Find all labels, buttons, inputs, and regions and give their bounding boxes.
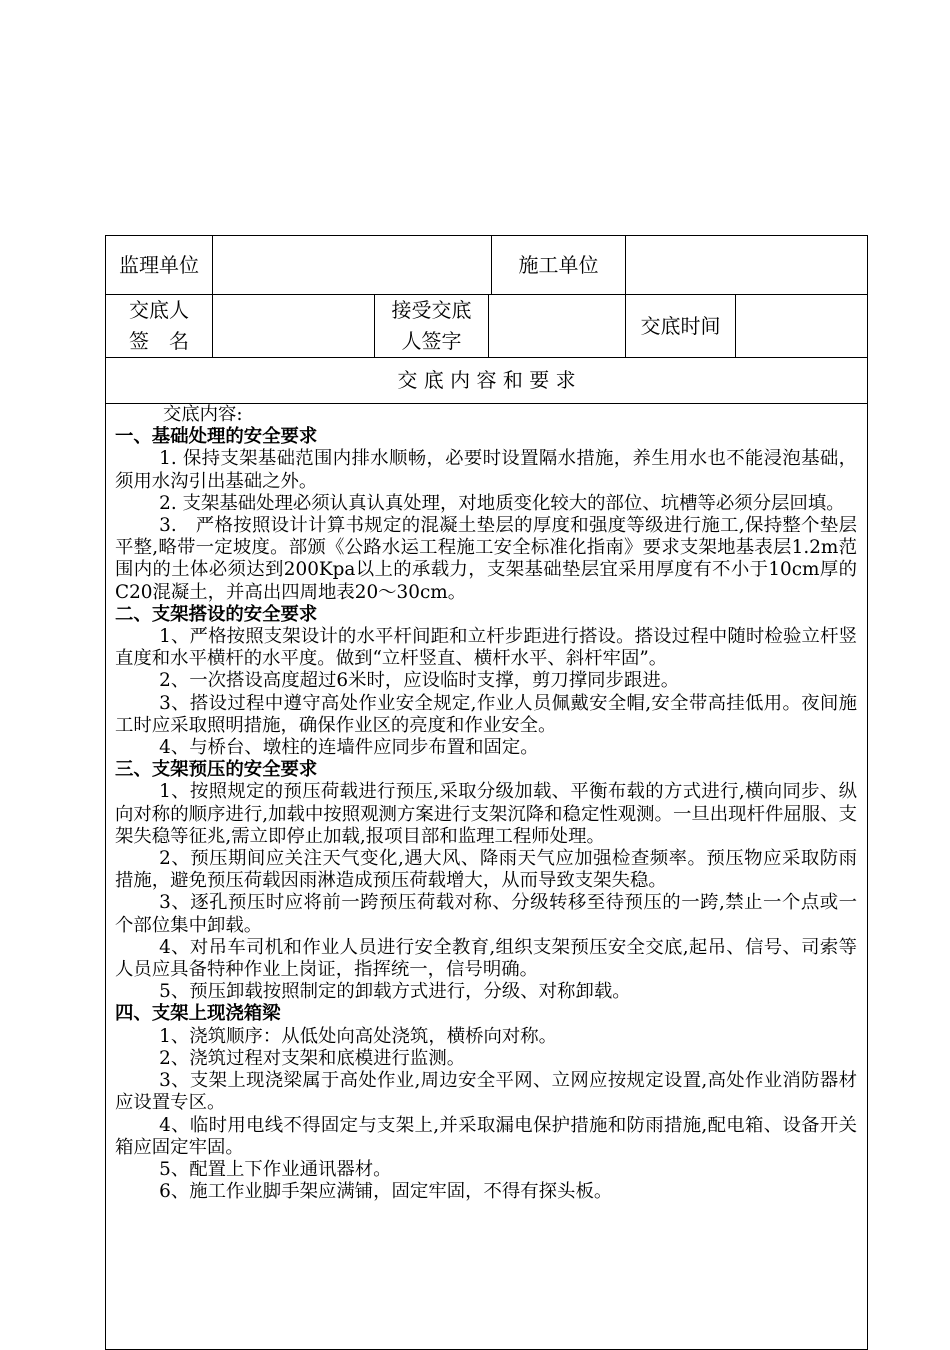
- section-item: 5、配置上下作业通讯器材。: [159, 1158, 392, 1180]
- section-item: 4、与桥台、墩柱的连墙件应同步布置和固定。: [159, 737, 539, 759]
- receiver-label-cell: [375, 295, 488, 357]
- section-item: 1. 保持支架基础范围内排水顺畅，必要时设置隔水措施，养生用水也不能浸泡基础，须用水沟引出基础之外。: [115, 448, 857, 492]
- section-title: 一、基础处理的安全要求: [115, 426, 318, 448]
- supervisor-label-cell: [106, 236, 212, 294]
- receiver-value-cell: [489, 295, 625, 357]
- supervisor-label: 监理单位: [119, 252, 199, 277]
- section-item: 1、按照规定的预压荷载进行预压,采取分级加载、平衡布载的方式进行,横向同步、纵向对称的顺序进行,加载中按照观测方案进行支架沉降和稳定性观测。一旦出现杆件屈服、支架失稳等征兆,需立即停止加载,报项目部和监理工程师处理。: [115, 781, 857, 847]
- discloser-label-cell: [106, 295, 212, 357]
- contractor-label: 施工单位: [518, 252, 599, 277]
- section-item: 6、施工作业脚手架应满铺，固定牢固，不得有探头板。: [159, 1181, 613, 1203]
- disclosure-content: [106, 404, 867, 1349]
- section-item: 3、逐孔预压时应将前一跨预压荷载对称、分级转移至待预压的一跨,禁止一个点或一个部位集中卸载。: [115, 892, 857, 936]
- section-item: 5、预压卸载按照制定的卸载方式进行，分级、对称卸载。: [159, 981, 631, 1003]
- receiver-label-line2: 人签字: [401, 329, 462, 353]
- section-title: 四、支架上现浇箱梁: [115, 1003, 281, 1025]
- content-title: 交 底 内 容 和 要 求: [397, 368, 576, 392]
- section-item: 3、支架上现浇梁属于高处作业,周边安全平网、立网应按规定设置,高处作业消防器材应设置专区。: [115, 1070, 857, 1114]
- section-item: 4、临时用电线不得固定与支架上,并采取漏电保护措施和防雨措施,配电箱、设备开关箱应固定牢固。: [115, 1114, 857, 1158]
- receiver-label-line1: 接受交底: [391, 298, 472, 322]
- section-title: 二、支架搭设的安全要求: [115, 603, 318, 625]
- section-item: 2. 支架基础处理必须认真认真处理，对地质变化较大的部位、坑槽等必须分层回填。: [159, 492, 845, 514]
- contractor-label-cell: [492, 236, 625, 294]
- section-item: 4、对吊车司机和作业人员进行安全教育,组织支架预压安全交底,起吊、信号、司索等人员应具备特种作业上岗证，指挥统一，信号明确。: [115, 936, 857, 981]
- content-title-cell: [106, 358, 867, 403]
- section-item: 3、搭设过程中遵守高处作业安全规定,作业人员佩戴安全帽,安全带高挂低用。夜间施工时应采取照明措施，确保作业区的亮度和作业安全。: [115, 692, 857, 736]
- discloser-label-line2: 签 名: [129, 329, 189, 353]
- time-label: 交底时间: [640, 313, 721, 338]
- section-item: 2、预压期间应关注天气变化,遇大风、降雨天气应加强检查频率。预压物应采取防雨措施，避免预压荷载因雨淋造成预压荷载增大，从而导致支架失稳。: [115, 848, 857, 892]
- section-item: 1、浇筑顺序：从低处向高处浇筑，横桥向对称。: [159, 1025, 558, 1047]
- section-item: 2、一次搭设高度超过6米时，应设临时支撑，剪刀撑同步跟进。: [159, 670, 680, 692]
- discloser-label-line1: 交底人: [129, 298, 189, 322]
- time-value-cell: [736, 295, 867, 357]
- section-item: 1、严格按照支架设计的水平杆间距和立杆步距进行搭设。搭设过程中随时检验立杆竖直度和水平横杆的水平度。做到“立杆竖直、横杆水平、斜杆牢固”。: [115, 626, 857, 670]
- supervisor-value-cell: [213, 236, 491, 294]
- content-intro: 交底内容:: [162, 404, 243, 425]
- contractor-value-cell: [626, 236, 867, 294]
- section-item: 2、浇筑过程对支架和底模进行监测。: [159, 1047, 466, 1069]
- time-label-cell: [626, 295, 735, 357]
- disclosure-table: [105, 235, 868, 1350]
- section-item: 3. 严格按照设计计算书规定的混凝土垫层的厚度和强度等级进行施工,保持整个垫层平整,略带一定坡度。部颁《公路水运工程施工安全标准化指南》要求支架地基表层1.2m范围内的土体必须达到200Kpa以上的承载力，支架基础垫层宜采用厚度有不小于10cm厚的C20混凝土，并高出四周地表20～30cm。: [115, 515, 857, 603]
- section-title: 三、支架预压的安全要求: [115, 759, 318, 781]
- discloser-value-cell: [213, 295, 374, 357]
